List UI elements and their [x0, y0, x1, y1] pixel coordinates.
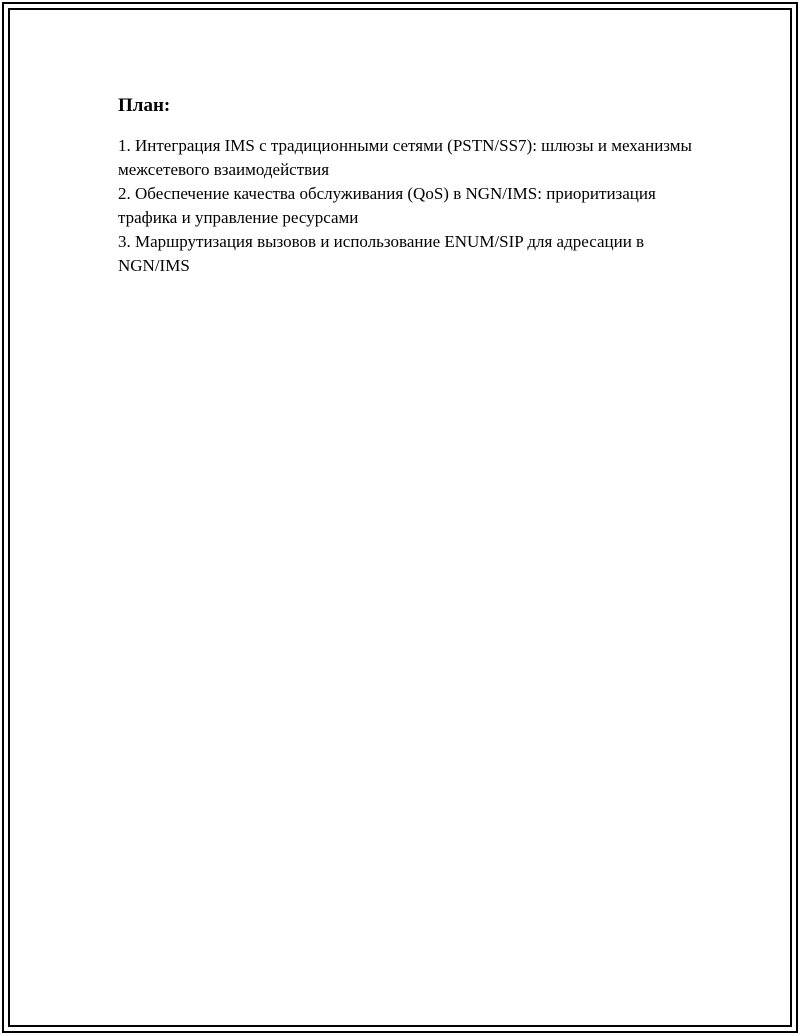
document-body [118, 94, 698, 278]
plan-item-2: 2. Обеспечение качества обслуживания (QoS) в NGN/IMS: приоритизация трафика и управление ресурсами [118, 184, 656, 227]
plan-list [118, 134, 698, 278]
plan-item-3: 3. Маршрутизация вызовов и использование ENUM/SIP для адресации в NGN/IMS [118, 232, 645, 275]
plan-heading: План: [118, 95, 171, 116]
plan-item-1: 1. Интеграция IMS с традиционными сетями (PSTN/SS7): шлюзы и механизмы межсетевого взаимодействия [118, 136, 692, 179]
